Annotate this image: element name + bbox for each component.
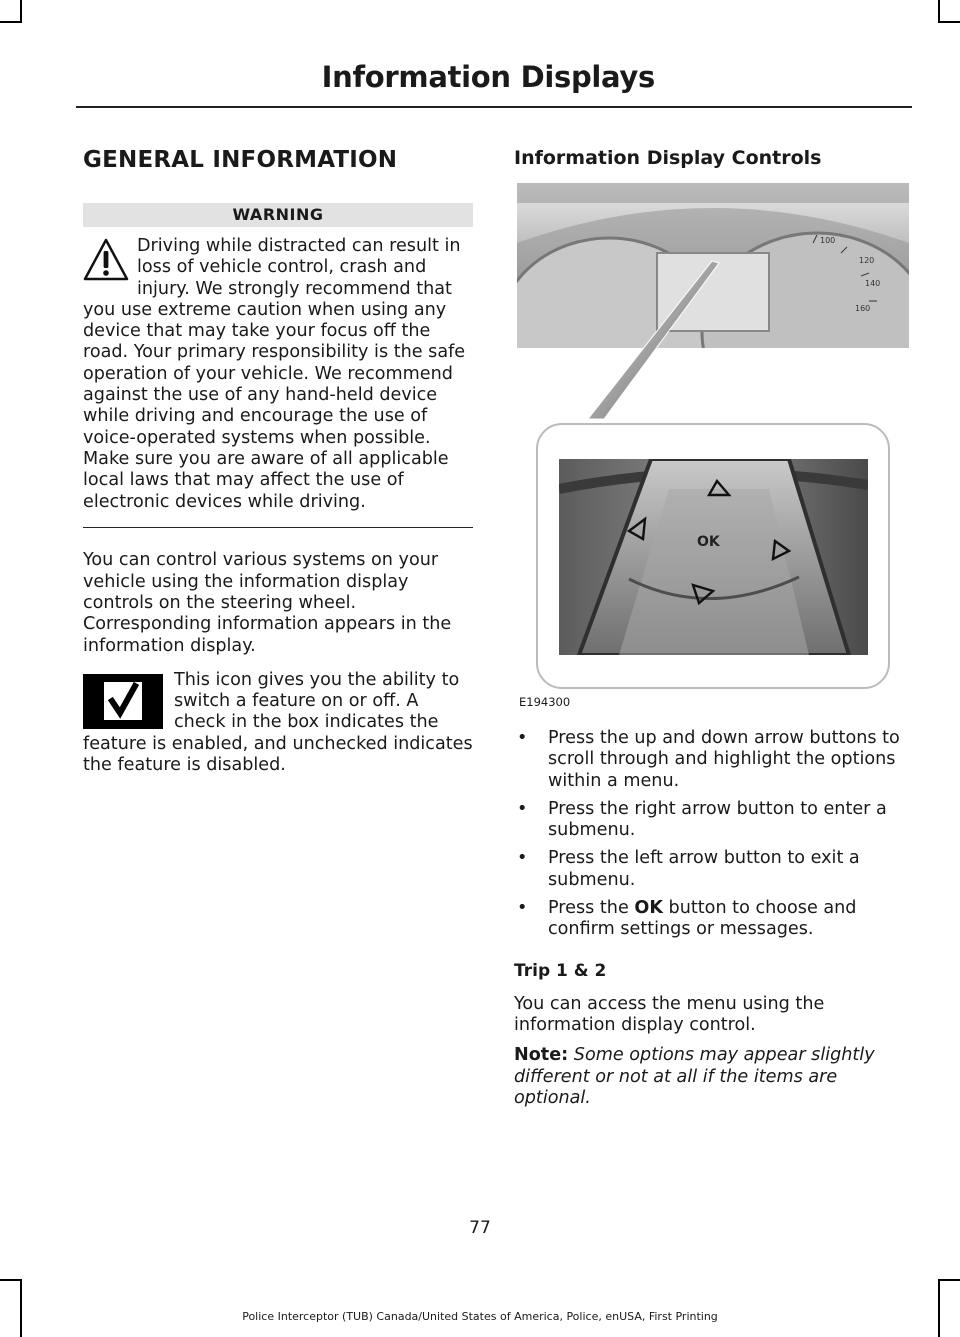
gauge-tick-label: 140 <box>865 279 881 288</box>
down-arrow-button[interactable] <box>693 585 713 603</box>
crop-mark <box>938 0 940 22</box>
gauge-tick-label: 100 <box>820 236 836 245</box>
warning-end-rule <box>83 527 473 529</box>
right-arrow-button[interactable] <box>773 541 789 559</box>
gauge-tick-label: 120 <box>859 256 875 265</box>
warning-block <box>83 236 473 513</box>
list-item: • Press the left arrow button to exit a submenu. <box>514 848 910 891</box>
control-pad-image <box>559 459 868 655</box>
checkbox-icon <box>83 674 163 729</box>
page-footer: Police Interceptor (TUB) Canada/United States of America, Police, enUSA, First Printing <box>242 1310 718 1323</box>
note-paragraph <box>514 1045 910 1109</box>
list-item <box>514 898 910 941</box>
crop-mark <box>20 1279 22 1337</box>
list-item-pre: Press the <box>548 898 635 919</box>
controls-list <box>514 728 910 941</box>
trip-paragraph: You can access the menu using the information display control. <box>514 993 825 1035</box>
left-arrow-button[interactable] <box>629 519 645 539</box>
list-item: • Press the up and down arrow buttons to scroll through and highlight the options within a menu. <box>514 728 910 792</box>
intro-paragraph: You can control various systems on your vehicle using the information display controls on the steering wheel. Corresponding information appears in the information display. <box>83 550 452 656</box>
control-pad-callout <box>536 423 890 689</box>
steering-controls-figure <box>514 183 910 718</box>
crop-mark <box>938 21 960 23</box>
crop-mark <box>0 1279 22 1281</box>
gauge-tick-label: 160 <box>855 304 871 313</box>
warning-label: WARNING <box>83 203 473 227</box>
up-arrow-button[interactable] <box>709 481 729 495</box>
right-column <box>514 145 910 1109</box>
warning-text: Driving while distracted can result in loss of vehicle control, crash and injury. We strongly recommend that you use extreme caution when using any device that may take your focus off the road. Your primary responsibility is the safe operation of your vehicle. We recommend against the use of any hand-held device while driving and encourage the use of voice-operated systems when possible. Make sure you are aware of all applicable local laws that may affect the use of electronic devices while driving. <box>83 236 466 512</box>
list-item: • Press the right arrow button to enter a submenu. <box>514 799 910 842</box>
checkbox-info-block <box>83 670 473 776</box>
warning-triangle-icon <box>83 237 129 283</box>
controls-heading: Information Display Controls <box>514 147 822 169</box>
check-mark-icon <box>104 682 142 720</box>
trip-heading: Trip 1 & 2 <box>514 960 607 981</box>
page-header-title: Information Displays <box>321 60 655 94</box>
left-column <box>83 145 473 776</box>
crop-mark <box>938 1279 940 1337</box>
figure-code: E194300 <box>519 695 571 709</box>
list-item-post: button to choose and confirm settings or messages. <box>548 898 857 940</box>
note-text: Some options may appear slightly different or not at all if the items are optional. <box>514 1045 875 1108</box>
section-heading: GENERAL INFORMATION <box>83 147 398 173</box>
note-label: Note: <box>514 1045 569 1066</box>
ok-term: OK <box>634 898 663 919</box>
checkbox-description: This icon gives you the ability to switch a feature on or off. A check in the box indicates the feature is enabled, and unchecked indicates the feature is disabled. <box>83 669 473 776</box>
page-number: 77 <box>469 1218 491 1238</box>
header-rule <box>76 106 912 108</box>
crop-mark <box>938 1279 960 1281</box>
ok-button-label[interactable]: OK <box>697 534 720 550</box>
crop-mark <box>20 0 22 22</box>
crop-mark <box>0 21 22 23</box>
